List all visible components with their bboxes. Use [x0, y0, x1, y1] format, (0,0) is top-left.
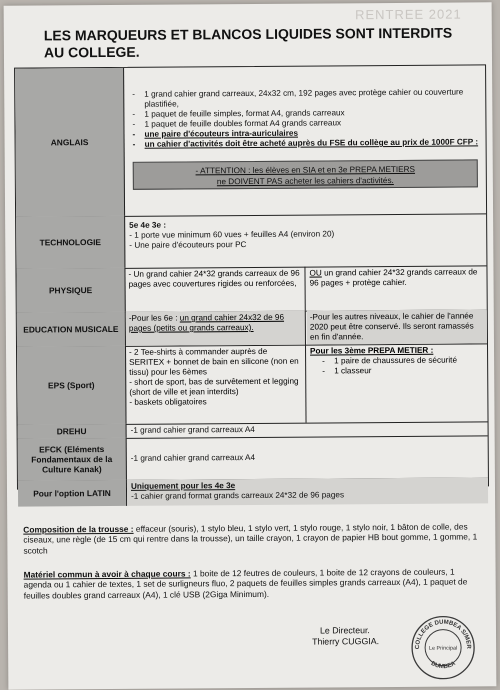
physique-col1: - Un grand cahier 24*32 grands carreaux de 96 pages avec couvertures rigides ou renforcées, — [125, 267, 305, 312]
alert-line: ne DOIVENT PAS acheter les cahiers d'activités. — [216, 175, 394, 187]
row-education-musicale — [17, 309, 487, 347]
bleed-through-text: RENTREE 2021 — [354, 6, 462, 23]
document-page — [4, 2, 497, 689]
musique-requirement: un grand cahier 24x32 de 96 pages (petits ou grands carreaux). — [128, 312, 285, 333]
anglais-content — [124, 65, 486, 216]
level-heading: 5e 4e 3e : — [129, 220, 167, 230]
trousse-heading: Composition de la trousse : — [23, 523, 134, 535]
subject-label-education-musicale: EDUCATION MUSICALE — [17, 312, 126, 347]
physique-alt: un grand cahier 24*32 grands carreaux de 96 pages + protège cahier. — [309, 267, 478, 288]
technologie-content — [125, 213, 486, 268]
list-item: - Une paire d'écouteurs pour PC — [129, 240, 247, 250]
list-item: - 2 Tee-shirts à commander auprès de SERITEX + bonnet de bain en silicone (non en tissu) pour les 6èmes — [129, 346, 299, 377]
row-latin — [18, 477, 488, 506]
ou-label: OU — [309, 268, 322, 278]
list-item: - 1 paquet de feuille simples, format A4, grands carreaux — [124, 107, 479, 119]
page-title: LES MARQUEURS ET BLANCOS LIQUIDES SONT INTERDITS AU COLLEGE. — [43, 24, 453, 61]
school-stamp — [410, 614, 476, 680]
row-eps — [17, 343, 488, 425]
musique-col2: -Pour les autres niveaux, le cahier de l'année 2020 peut être conservé. Ils seront ramassés en fin d'année. — [307, 309, 487, 344]
physique-col2 — [306, 265, 486, 310]
materiel-text: 1 boite de 12 feutres de couleurs, 1 boite de 12 crayons de couleurs, 1 agenda ou 1 cahier de textes, 1 set de surligneurs fluo, 2 paquets de feuilles simples grands carreaux (A4), 1 paquet de feuilles doubles grand carreaux (A4), 1 clé USB (2Giga Minimum). — [23, 566, 468, 601]
subject-label-eps: EPS (Sport) — [17, 346, 127, 425]
drehu-content: -1 grand cahier grand carreaux A4 — [130, 424, 255, 435]
row-technologie — [16, 213, 486, 269]
list-item: - 1 classeur — [314, 365, 484, 376]
list-item: - 1 porte vue minimum 60 vues + feuilles A4 (environ 20) — [129, 229, 335, 240]
alert-box — [133, 159, 478, 189]
row-anglais — [15, 65, 486, 217]
list-item: - un cahier d'activités doit être acheté auprès du FSE du collège au prix de 1000F CFP : — [125, 137, 480, 149]
list-item: - 1 paire de chaussures de sécurité — [314, 355, 484, 366]
stamp-bottom-text: DUMBEA — [429, 660, 457, 671]
trousse-text: effaceur (souris), 1 stylo bleu, 1 stylo vert, 1 stylo rouge, 1 stylo noir, 1 bâton de colle, des ciseaux, une règle (de 15 cm qui rentre dans la trousse), un taille crayon, 1 crayon de papier HB bout gomme, 1 gomme, 1 scotch — [23, 521, 478, 556]
list-item: - short de sport, bas de survêtement et legging (short de ville et jean interdits) — [129, 376, 299, 397]
level-prefix: -Pour les 6e : — [128, 313, 180, 323]
subject-label-drehu: DREHU — [18, 424, 127, 439]
stamp-center-text: Le Principal — [429, 645, 458, 652]
signature-name: Thierry CUGGIA. — [312, 636, 380, 647]
list-item: - 1 paquet de feuille doubles format A4 grands carreaux — [124, 117, 479, 129]
trousse-paragraph — [23, 521, 483, 555]
subject-label-efck: EFCK (Eléments Fondamentaux de la Culture Kanak) — [18, 438, 127, 481]
latin-item: -1 cahier grand format grands carreaux 24*32 de 96 pages — [131, 490, 345, 501]
row-efck — [18, 435, 488, 481]
efck-content: -1 grand cahier grand carreaux A4 — [130, 452, 256, 463]
signature-role: Le Directeur. — [319, 625, 370, 636]
eps-col2 — [307, 343, 488, 422]
alert-line: - ATTENTION : les élèves en SIA et en 3e PREPA METIERS — [195, 164, 416, 176]
list-item: - 1 grand cahier grand carreaux, 24x32 cm, 192 pages avec protège cahier ou couverture plastifiée, — [124, 87, 479, 109]
subject-label-physique: PHYSIQUE — [16, 268, 125, 313]
latin-content — [127, 477, 488, 506]
prepa-metier-heading: Pour les 3ème PREPA METIER : — [310, 345, 434, 356]
materiel-heading: Matériel commun à avoir à chaque cours : — [23, 568, 191, 580]
subject-label-anglais: ANGLAIS — [15, 68, 125, 217]
svg-text:DUMBEA — [430, 660, 458, 670]
materiel-paragraph — [24, 566, 484, 600]
musique-col1 — [126, 311, 306, 346]
latin-level: Uniquement pour les 4e 3e — [130, 481, 236, 491]
subject-label-latin: Pour l'option LATIN — [18, 480, 127, 507]
list-item: - baskets obligatoires — [129, 397, 207, 407]
supply-table — [14, 64, 489, 501]
eps-col1 — [126, 345, 307, 424]
subject-label-technologie: TECHNOLOGIE — [16, 216, 125, 269]
list-item: - une paire d'écouteurs intra-auriculaires — [124, 127, 479, 139]
row-physique — [16, 265, 486, 313]
stamp-top-text: COLLEGE DUMBEA S/MER — [415, 619, 472, 650]
